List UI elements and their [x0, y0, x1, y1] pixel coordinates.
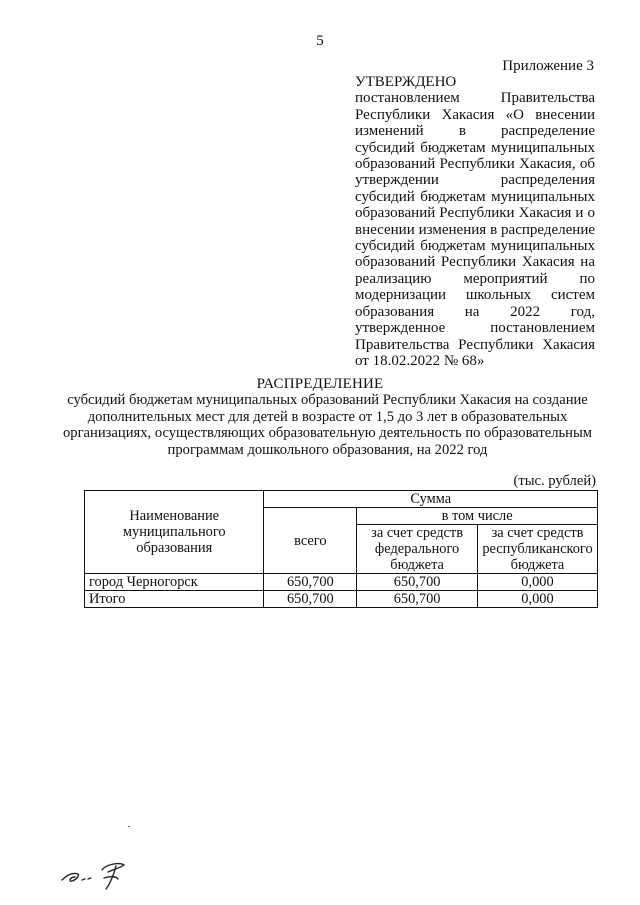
header-sum: Сумма	[264, 491, 598, 508]
row-total: 650,700	[264, 591, 357, 608]
row-republican: 0,000	[477, 574, 597, 591]
header-federal: за счет средств федерального бюджета	[357, 525, 478, 574]
signature-image	[58, 856, 148, 892]
document-title: РАСПРЕДЕЛЕНИЕ	[256, 376, 384, 392]
approval-title: УТВЕРЖДЕНО	[355, 74, 457, 90]
row-federal: 650,700	[357, 591, 478, 608]
row-name: город Черногорск	[85, 574, 264, 591]
distribution-table	[84, 490, 598, 608]
appendix-label: Приложение 3	[502, 58, 594, 74]
header-republican: за счет средств республиканского бюджета	[477, 525, 597, 574]
row-name: Итого	[85, 591, 264, 608]
table-row	[85, 591, 598, 608]
row-republican: 0,000	[477, 591, 597, 608]
approval-text: постановлением Правительства Республики Хакасия «О внесении изменений в распределение субсидий бюджетам муниципальных образований Республики Хакасия, об утверждении распределения субсидий бюджетам муниципальных образований Республики Хакасия и о внесении изменения в распределение субсидий бюджетам муниципальных образований Республики Хакасия на реализацию мероприятий по модернизации школьных систем образования на 2022 год, утвержденное постановлением Правительства Республики Хакасия от 18.02.2022 № 68»	[355, 90, 595, 369]
approval-block	[355, 74, 595, 369]
table-row	[85, 574, 598, 591]
units-label: (тыс. рублей)	[513, 473, 596, 489]
header-including: в том числе	[357, 508, 598, 525]
header-total: всего	[264, 508, 357, 574]
row-total: 650,700	[264, 574, 357, 591]
row-federal: 650,700	[357, 574, 478, 591]
document-subtitle: субсидий бюджетам муниципальных образований Республики Хакасия на создание дополнительных мест для детей в возрасте от 1,5 до 3 лет в образовательных организациях, осуществляющих образовательную деятельность по образовательным программам дошкольного образования, на 2022 год	[62, 392, 593, 458]
header-name: Наименование муниципального образования	[85, 491, 264, 574]
scan-speck	[128, 826, 130, 827]
page-number: 5	[316, 33, 324, 49]
